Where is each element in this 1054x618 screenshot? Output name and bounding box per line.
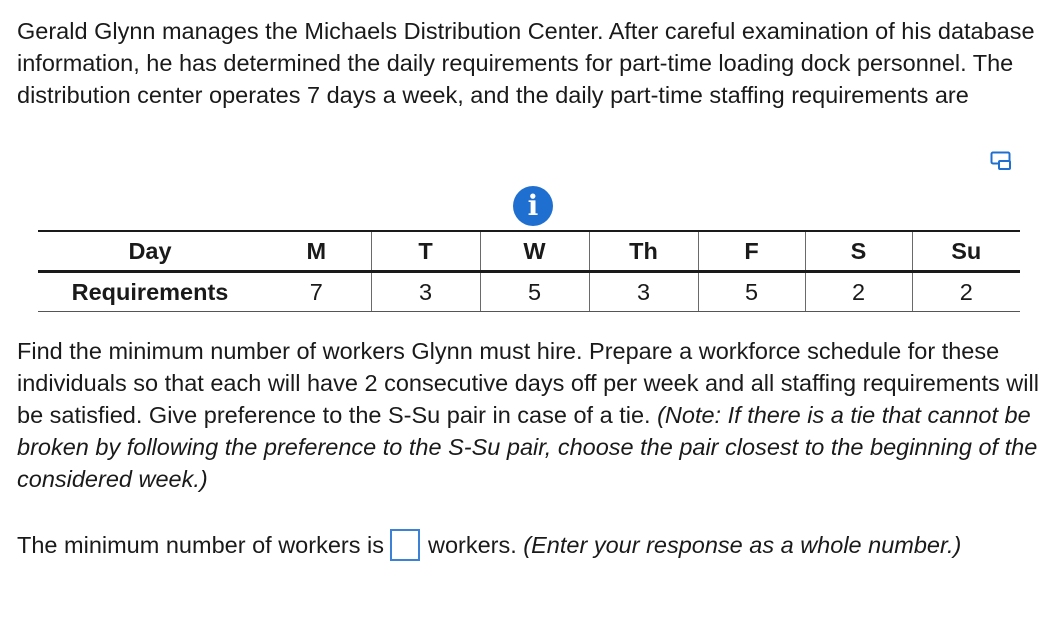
intro-paragraph: Gerald Glynn manages the Michaels Distribution Center. After careful examination of his database information, he has determined the daily requirements for part-time loading dock personnel. The distribution center operates 7 days a week, and the daily part-time staffing requirements are	[17, 18, 1035, 108]
answer-line	[17, 527, 1017, 563]
question-paragraph	[17, 335, 1047, 495]
header-day-su: Su	[912, 231, 1020, 272]
copy-icon[interactable]	[990, 151, 1014, 171]
requirement-m: 7	[262, 272, 371, 312]
requirements-table	[38, 230, 1020, 312]
header-day-m: M	[262, 231, 371, 272]
answer-hint: (Enter your response as a whole number.)	[523, 532, 962, 558]
table-header-row	[38, 231, 1020, 272]
header-day-th: Th	[589, 231, 698, 272]
header-day-label: Day	[38, 231, 262, 272]
answer-input[interactable]	[390, 529, 420, 561]
requirement-w: 5	[480, 272, 589, 312]
requirement-t: 3	[371, 272, 480, 312]
header-day-w: W	[480, 231, 589, 272]
info-icon[interactable]: i	[513, 186, 553, 226]
requirement-su: 2	[912, 272, 1020, 312]
question-text: Find the minimum number of workers Glynn must hire. Prepare a workforce schedule for these individuals so that each will have 2 consecutive days off per week and all staffing requirements will be satisfied. Give preference to the S-Su pair in case of a tie.	[17, 338, 1039, 428]
row-label-requirements: Requirements	[38, 272, 262, 312]
header-day-s: S	[805, 231, 912, 272]
header-day-t: T	[371, 231, 480, 272]
answer-prefix: The minimum number of workers is	[17, 532, 384, 558]
requirement-th: 3	[589, 272, 698, 312]
question-note: (Note: If there is a tie that cannot be broken by following the preference to the S-Su pair, choose the pair closest to the beginning of the considered week.)	[17, 402, 1038, 492]
header-day-f: F	[698, 231, 805, 272]
requirement-f: 5	[698, 272, 805, 312]
table-row	[38, 272, 1020, 312]
requirement-s: 2	[805, 272, 912, 312]
answer-suffix: workers.	[427, 532, 517, 558]
